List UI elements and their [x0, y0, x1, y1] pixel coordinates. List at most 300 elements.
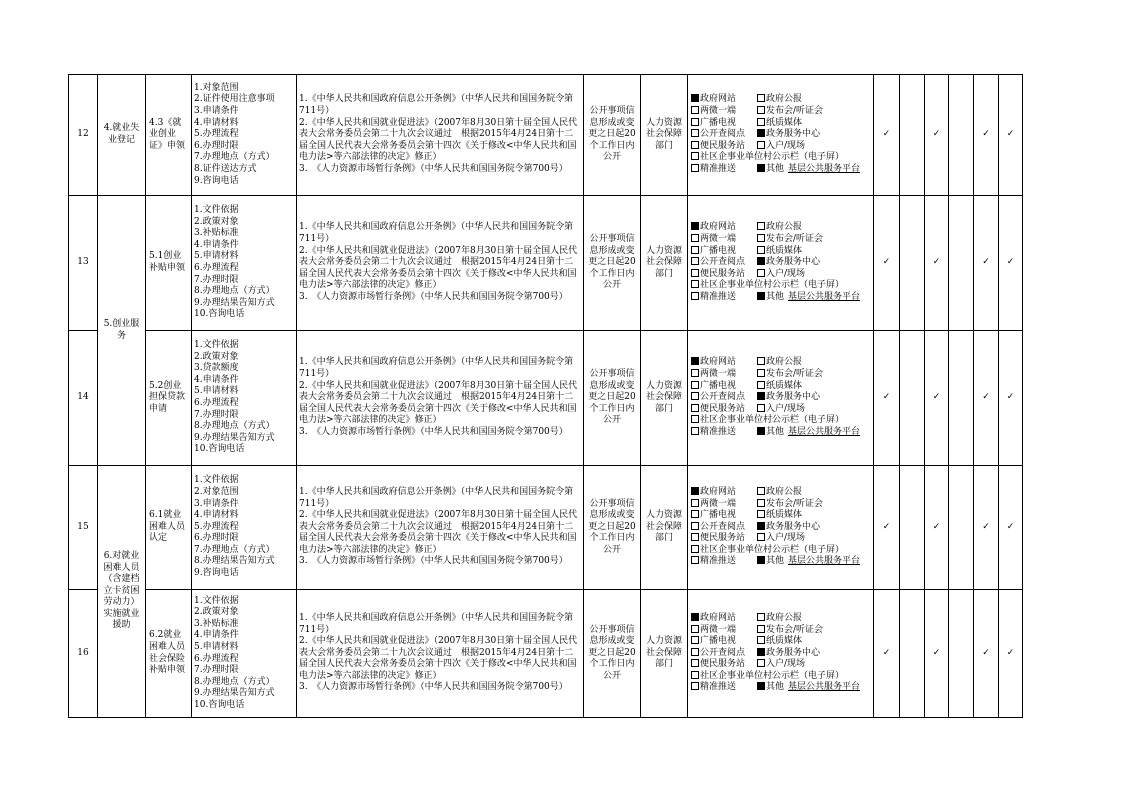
- channel-row: [691, 510, 873, 522]
- check-cell: ✓: [925, 590, 949, 718]
- channel-option: [691, 556, 757, 568]
- channel-label: 社区企事业单位村公示栏（电子屏）: [700, 544, 845, 555]
- channel-label: 入户/现场: [766, 659, 806, 670]
- channel-row: [691, 94, 873, 106]
- channel-option: [691, 404, 757, 416]
- channel-option: [757, 682, 860, 692]
- item-cell: 5.1创业补贴申领: [146, 196, 192, 331]
- channel-label: 纸质媒体: [766, 636, 803, 647]
- channel-row: [691, 222, 873, 234]
- channel-row: [691, 164, 873, 176]
- channel-option: [691, 269, 757, 281]
- channel-label: 两微一端: [700, 106, 737, 117]
- channel-label: 入户/现场: [766, 140, 806, 151]
- channel-label: 发布会/听证会: [766, 234, 824, 245]
- check-cell: ✓: [925, 331, 949, 466]
- channel-row: [691, 556, 873, 568]
- channel-row: [691, 152, 873, 164]
- channel-row: [691, 392, 873, 404]
- check-cell: ✓: [874, 196, 900, 331]
- element-line: 7.办理时限: [194, 665, 239, 676]
- channel-row: [691, 682, 873, 694]
- channel-option: [757, 625, 823, 635]
- checked-box-icon: [757, 292, 765, 300]
- basis-line: 3. 《人力资源市场暂行条例》（中华人民共和国国务院令第700号）: [299, 426, 568, 437]
- channel-option: [757, 636, 802, 646]
- unchecked-box-icon: [691, 499, 699, 507]
- channel-label: 便民服务站: [700, 268, 746, 279]
- time-limit-cell: 公开事项信息形成或变更之日起20个工作日内公开: [584, 466, 641, 590]
- basis-line: 1.《中华人民共和国政府信息公开条例》（中华人民共和国国务院令第711号）: [299, 222, 574, 245]
- unchecked-box-icon: [757, 625, 765, 633]
- element-line: 4.申请材料: [194, 510, 239, 521]
- channel-label: 公开查阅点: [700, 257, 746, 268]
- unchecked-box-icon: [757, 369, 765, 377]
- checked-box-icon: [691, 357, 699, 365]
- channel-option: [757, 257, 820, 267]
- unchecked-box-icon: [691, 129, 699, 137]
- unchecked-box-icon: [691, 415, 699, 423]
- channel-option: [691, 257, 757, 269]
- check-cell: ✓: [874, 75, 900, 196]
- unchecked-box-icon: [691, 427, 699, 435]
- channel-label: 两微一端: [700, 234, 737, 245]
- channel-row: [691, 292, 873, 304]
- check-cell: ✓: [974, 196, 999, 331]
- channel-label: 政务服务中心: [766, 521, 821, 532]
- element-line: 8.办理地点（方式）: [194, 676, 275, 687]
- channel-label: 精准推送: [700, 426, 737, 437]
- channel-option: [757, 392, 820, 402]
- element-line: 10.咨询电话: [194, 444, 245, 455]
- basis-cell: [297, 590, 584, 718]
- channel-label: 发布会/听证会: [766, 369, 824, 380]
- table-row: [69, 196, 1023, 331]
- channel-row: [691, 533, 873, 545]
- channel-label: 社区企事业单位村公示栏（电子屏）: [700, 152, 845, 163]
- check-cell: [900, 466, 925, 590]
- channel-label: 广播电视: [700, 117, 737, 128]
- channel-label: 入户/现场: [766, 403, 806, 414]
- channel-option: [757, 164, 860, 174]
- channel-option: [691, 129, 757, 141]
- channel-label: 纸质媒体: [766, 380, 803, 391]
- channel-option: [757, 141, 805, 151]
- channel-option: [691, 234, 757, 246]
- unchecked-box-icon: [757, 487, 765, 495]
- channel-option: [691, 94, 757, 106]
- channel-label: 便民服务站: [700, 659, 746, 670]
- unchecked-box-icon: [757, 499, 765, 507]
- channel-other-value: 基层公共服务平台: [788, 291, 861, 302]
- unchecked-box-icon: [757, 404, 765, 412]
- unchecked-box-icon: [757, 106, 765, 114]
- channel-label: 两微一端: [700, 498, 737, 509]
- element-line: 1.文件依据: [194, 340, 239, 351]
- basis-line: 2.《中华人民共和国就业促进法》（2007年8月30日第十届全国人民代表大会常务委员会第二十九次会议通过 根据2015年4月24日第十二届全国人民代表大会常务委员会第十四次《关于修改<中华人民共和国电力法>等六部法律的决定》修正）: [299, 245, 578, 291]
- check-cell: ✓: [925, 466, 949, 590]
- element-line: 2.政策对象: [194, 607, 239, 618]
- channel-option: [757, 222, 802, 232]
- check-cell: ✓: [974, 466, 999, 590]
- unchecked-box-icon: [691, 118, 699, 126]
- channel-label: 其他: [766, 682, 785, 693]
- channel-option: [757, 427, 860, 437]
- channels-cell: [688, 590, 874, 718]
- channel-label: 政务服务中心: [766, 392, 821, 403]
- table-row: [69, 75, 1023, 196]
- channel-label: 社区企事业单位村公示栏（电子屏）: [700, 280, 845, 291]
- channel-label: 公开查阅点: [700, 129, 746, 140]
- unchecked-box-icon: [691, 292, 699, 300]
- element-line: 6.办理时限: [194, 533, 239, 544]
- channel-option: [691, 682, 757, 694]
- check-cell: ✓: [874, 466, 900, 590]
- unchecked-box-icon: [691, 682, 699, 690]
- unchecked-box-icon: [691, 522, 699, 530]
- unchecked-box-icon: [691, 636, 699, 644]
- element-line: 9.办理结果告知方式: [194, 297, 275, 308]
- basis-line: 1.《中华人民共和国政府信息公开条例》（中华人民共和国国务院令第711号）: [299, 612, 574, 635]
- channel-option: [757, 381, 802, 391]
- unchecked-box-icon: [691, 510, 699, 518]
- unchecked-box-icon: [691, 625, 699, 633]
- basis-line: 1.《中华人民共和国政府信息公开条例》（中华人民共和国国务院令第711号）: [299, 357, 574, 380]
- channel-option: [757, 269, 805, 279]
- basis-line: 3. 《人力资源市场暂行条例》（中华人民共和国国务院令第700号）: [299, 291, 568, 302]
- element-line: 10.咨询电话: [194, 309, 245, 320]
- channel-row: [691, 246, 873, 258]
- unchecked-box-icon: [691, 556, 699, 564]
- channel-label: 入户/现场: [766, 268, 806, 279]
- department-cell: 人力资源社会保障部门: [641, 590, 688, 718]
- checked-box-icon: [691, 222, 699, 230]
- element-line: 6.办理流程: [194, 263, 239, 273]
- channel-option: [691, 381, 757, 393]
- item-cell: 6.2就业困难人员社会保险补贴申领: [146, 590, 192, 718]
- element-line: 3.补贴标准: [194, 618, 239, 629]
- channel-label: 政府网站: [700, 94, 737, 105]
- row-number: 16: [69, 590, 98, 718]
- element-line: 4.申请条件: [194, 630, 239, 641]
- element-line: 4.申请条件: [194, 374, 239, 385]
- channels-cell: [688, 331, 874, 466]
- channel-label: 入户/现场: [766, 533, 806, 544]
- element-line: 1.对象范围: [194, 82, 239, 93]
- element-line: 2.政策对象: [194, 216, 239, 227]
- channel-label: 发布会/听证会: [766, 106, 824, 117]
- checked-box-icon: [757, 164, 765, 172]
- channel-option: [691, 533, 757, 545]
- channel-label: 便民服务站: [700, 403, 746, 414]
- channel-other-value: 基层公共服务平台: [788, 426, 861, 437]
- channel-row: [691, 671, 873, 683]
- channel-option: [757, 648, 820, 658]
- unchecked-box-icon: [757, 222, 765, 230]
- check-cell: [900, 75, 925, 196]
- channel-label: 政府网站: [700, 612, 737, 623]
- channel-label: 发布会/听证会: [766, 498, 824, 509]
- channel-label: 政府网站: [700, 222, 737, 233]
- channel-label: 两微一端: [700, 369, 737, 380]
- channel-label: 其他: [766, 163, 785, 174]
- check-cell: [949, 196, 974, 331]
- element-line: 9.办理结果告知方式: [194, 432, 275, 443]
- channel-row: [691, 269, 873, 281]
- check-cell: ✓: [974, 590, 999, 718]
- table-row: [69, 331, 1023, 466]
- department-cell: 人力资源社会保障部门: [641, 196, 688, 331]
- basis-line: 2.《中华人民共和国就业促进法》（2007年8月30日第十届全国人民代表大会常务委员会第二十九次会议通过 根据2015年4月24日第十二届全国人民代表大会常务委员会第十四次《关于修改<中华人民共和国电力法>等六部法律的决定》修正）: [299, 636, 578, 681]
- unchecked-box-icon: [691, 369, 699, 377]
- channel-label: 其他: [766, 556, 785, 567]
- basis-cell: [297, 466, 584, 590]
- channel-row: [691, 280, 873, 292]
- element-line: 2.对象范围: [194, 486, 239, 497]
- check-cell: [900, 196, 925, 331]
- channel-label: 发布会/听证会: [766, 624, 824, 635]
- channel-option: [757, 234, 823, 244]
- channel-row: [691, 625, 873, 637]
- check-cell: ✓: [925, 75, 949, 196]
- checked-box-icon: [691, 487, 699, 495]
- check-cell: ✓: [999, 331, 1023, 466]
- department-cell: 人力资源社会保障部门: [641, 75, 688, 196]
- unchecked-box-icon: [691, 404, 699, 412]
- basis-line: 2.《中华人民共和国就业促进法》（2007年8月30日第十届全国人民代表大会常务委员会第二十九次会议通过 根据2015年4月24日第十二届全国人民代表大会常务委员会第十四次《关于修改<中华人民共和国电力法>等六部法律的决定》修正）: [299, 380, 578, 426]
- check-cell: ✓: [874, 590, 900, 718]
- element-line: 7.办理地点（方式）: [194, 152, 275, 163]
- channel-label: 精准推送: [700, 291, 737, 302]
- channel-option: [691, 415, 844, 425]
- element-line: 9.咨询电话: [194, 568, 239, 579]
- unchecked-box-icon: [757, 141, 765, 149]
- item-cell: 6.1就业困难人员认定: [146, 466, 192, 590]
- channel-row: [691, 257, 873, 269]
- channel-label: 公开查阅点: [700, 521, 746, 532]
- channel-row: [691, 545, 873, 557]
- channel-option: [691, 613, 757, 625]
- category-cell: 6.对就业困难人员（含建档立卡贫困劳动力）实施就业援助: [98, 466, 146, 718]
- element-line: 6.办理时限: [194, 140, 239, 151]
- channel-label: 政务服务中心: [766, 129, 821, 140]
- checked-box-icon: [757, 682, 765, 690]
- channel-option: [691, 369, 757, 381]
- element-line: 8.办理地点（方式）: [194, 286, 275, 297]
- channel-option: [757, 659, 805, 669]
- element-line: 6.办理流程: [194, 653, 239, 664]
- check-cell: ✓: [974, 331, 999, 466]
- channel-row: [691, 106, 873, 118]
- time-limit-cell: 公开事项信息形成或变更之日起20个工作日内公开: [584, 331, 641, 466]
- channel-option: [757, 613, 802, 623]
- element-line: 3.补贴标准: [194, 228, 239, 239]
- check-cell: [949, 75, 974, 196]
- unchecked-box-icon: [757, 613, 765, 621]
- channel-label: 公开查阅点: [700, 392, 746, 403]
- element-line: 5.申请材料: [194, 251, 239, 262]
- basis-line: 1.《中华人民共和国政府信息公开条例》（中华人民共和国国务院令第711号）: [299, 94, 574, 117]
- unchecked-box-icon: [691, 648, 699, 656]
- channel-other-value: 基层公共服务平台: [788, 163, 861, 174]
- unchecked-box-icon: [691, 234, 699, 242]
- channels-cell: [688, 466, 874, 590]
- channel-label: 精准推送: [700, 163, 737, 174]
- unchecked-box-icon: [691, 659, 699, 667]
- channel-row: [691, 522, 873, 534]
- elements-cell: [192, 75, 297, 196]
- basis-line: 3. 《人力资源市场暂行条例》（中华人民共和国国务院令第700号）: [299, 682, 568, 693]
- category-cell: 5.创业服务: [98, 196, 146, 466]
- channel-label: 纸质媒体: [766, 245, 803, 256]
- channel-option: [691, 545, 844, 555]
- element-line: 7.办理时限: [194, 274, 239, 285]
- check-cell: [949, 590, 974, 718]
- unchecked-box-icon: [757, 659, 765, 667]
- element-line: 4.申请材料: [194, 117, 239, 128]
- unchecked-box-icon: [691, 257, 699, 265]
- table-row: [69, 590, 1023, 718]
- channel-label: 其他: [766, 426, 785, 437]
- channel-option: [757, 499, 823, 509]
- element-line: 5.申请材料: [194, 641, 239, 652]
- unchecked-box-icon: [757, 269, 765, 277]
- channel-label: 纸质媒体: [766, 510, 803, 521]
- unchecked-box-icon: [691, 269, 699, 277]
- basis-line: 3. 《人力资源市场暂行条例》（中华人民共和国国务院令第700号）: [299, 163, 568, 174]
- unchecked-box-icon: [691, 141, 699, 149]
- channel-option: [691, 427, 757, 439]
- check-cell: [900, 331, 925, 466]
- row-number: 13: [69, 196, 98, 331]
- channel-option: [757, 94, 802, 104]
- channel-option: [757, 246, 802, 256]
- channel-row: [691, 415, 873, 427]
- elements-cell: [192, 590, 297, 718]
- channel-row: [691, 369, 873, 381]
- channel-option: [691, 152, 844, 162]
- unchecked-box-icon: [691, 152, 699, 160]
- channel-label: 其他: [766, 291, 785, 302]
- channel-option: [691, 499, 757, 511]
- unchecked-box-icon: [691, 164, 699, 172]
- channel-label: 社区企事业单位村公示栏（电子屏）: [700, 670, 845, 681]
- basis-line: 3. 《人力资源市场暂行条例》（中华人民共和国国务院令第700号）: [299, 556, 568, 567]
- element-line: 10.咨询电话: [194, 699, 245, 710]
- elements-cell: [192, 196, 297, 331]
- element-line: 8.办理结果告知方式: [194, 556, 275, 567]
- time-limit-cell: 公开事项信息形成或变更之日起20个工作日内公开: [584, 196, 641, 331]
- channel-label: 政府网站: [700, 357, 737, 368]
- unchecked-box-icon: [691, 106, 699, 114]
- unchecked-box-icon: [691, 392, 699, 400]
- element-line: 1.文件依据: [194, 595, 239, 606]
- channel-label: 精准推送: [700, 556, 737, 567]
- channel-label: 广播电视: [700, 245, 737, 256]
- basis-cell: [297, 75, 584, 196]
- channel-row: [691, 636, 873, 648]
- element-line: 5.办理流程: [194, 129, 239, 140]
- channel-label: 精准推送: [700, 682, 737, 693]
- unchecked-box-icon: [691, 246, 699, 254]
- row-number: 15: [69, 466, 98, 590]
- basis-cell: [297, 331, 584, 466]
- unchecked-box-icon: [757, 94, 765, 102]
- check-cell: ✓: [974, 75, 999, 196]
- channel-row: [691, 357, 873, 369]
- channel-option: [757, 129, 820, 139]
- unchecked-box-icon: [757, 636, 765, 644]
- basis-line: 2.《中华人民共和国就业促进法》（2007年8月30日第十届全国人民代表大会常务委员会第二十九次会议通过 根据2015年4月24日第十二届全国人民代表大会常务委员会第十四次《关于修改<中华人民共和国电力法>等六部法律的决定》修正）: [299, 510, 578, 555]
- check-cell: [900, 590, 925, 718]
- channel-row: [691, 487, 873, 499]
- disclosure-standard-table: [68, 74, 1023, 718]
- channel-row: [691, 499, 873, 511]
- channel-row: [691, 659, 873, 671]
- channel-label: 两微一端: [700, 624, 737, 635]
- unchecked-box-icon: [757, 533, 765, 541]
- element-line: 9.咨询电话: [194, 175, 239, 186]
- basis-line: 2.《中华人民共和国就业促进法》（2007年8月30日第十届全国人民代表大会常务委员会第二十九次会议通过 根据2015年4月24日第十二届全国人民代表大会常务委员会第十四次《关于修改<中华人民共和国电力法>等六部法律的决定》修正）: [299, 117, 578, 163]
- channel-option: [757, 357, 802, 367]
- checked-box-icon: [757, 522, 765, 530]
- unchecked-box-icon: [691, 671, 699, 679]
- channel-option: [691, 118, 757, 130]
- unchecked-box-icon: [757, 234, 765, 242]
- element-line: 2.政策对象: [194, 351, 239, 362]
- channel-label: 政府网站: [700, 486, 737, 497]
- channel-row: [691, 141, 873, 153]
- check-cell: [949, 466, 974, 590]
- unchecked-box-icon: [757, 510, 765, 518]
- channel-row: [691, 381, 873, 393]
- channel-option: [691, 510, 757, 522]
- unchecked-box-icon: [757, 357, 765, 365]
- element-line: 6.办理流程: [194, 398, 239, 408]
- channel-option: [691, 280, 844, 290]
- time-limit-cell: 公开事项信息形成或变更之日起20个工作日内公开: [584, 75, 641, 196]
- element-line: 7.办理时限: [194, 409, 239, 420]
- channel-option: [757, 292, 860, 302]
- checked-box-icon: [691, 94, 699, 102]
- checked-box-icon: [757, 129, 765, 137]
- channel-row: [691, 234, 873, 246]
- element-line: 1.文件依据: [194, 475, 239, 486]
- channel-option: [757, 404, 805, 414]
- element-line: 8.办理地点（方式）: [194, 421, 275, 432]
- check-cell: ✓: [999, 196, 1023, 331]
- element-line: 3.申请条件: [194, 106, 239, 117]
- channel-other-value: 基层公共服务平台: [788, 556, 861, 567]
- channel-option: [691, 357, 757, 369]
- channel-label: 便民服务站: [700, 533, 746, 544]
- unchecked-box-icon: [757, 118, 765, 126]
- channel-label: 公开查阅点: [700, 647, 746, 658]
- unchecked-box-icon: [691, 545, 699, 553]
- element-line: 5.办理流程: [194, 521, 239, 532]
- channel-option: [691, 392, 757, 404]
- basis-line: 1.《中华人民共和国政府信息公开条例》（中华人民共和国国务院令第711号）: [299, 486, 574, 509]
- channel-option: [757, 522, 820, 532]
- unchecked-box-icon: [691, 280, 699, 288]
- channel-option: [757, 533, 805, 543]
- channel-option: [691, 246, 757, 258]
- channel-row: [691, 404, 873, 416]
- unchecked-box-icon: [757, 246, 765, 254]
- unchecked-box-icon: [691, 533, 699, 541]
- channel-option: [691, 106, 757, 118]
- element-line: 5.申请材料: [194, 386, 239, 397]
